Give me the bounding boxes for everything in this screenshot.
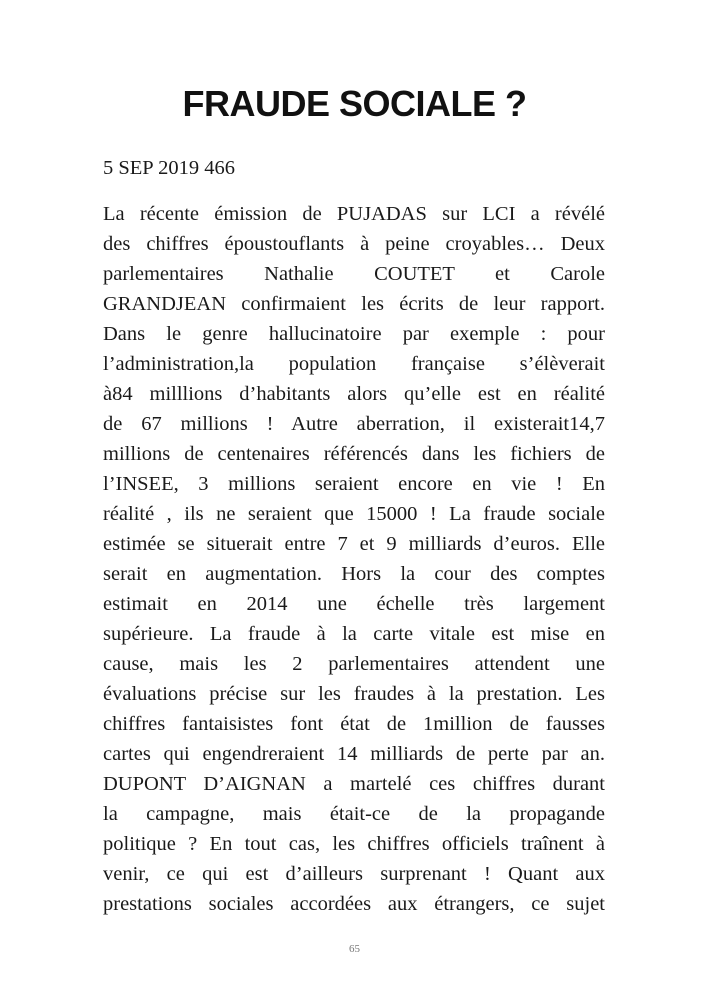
body-line: chiffres fantaisistes font état de 1million de fausses [103, 713, 605, 735]
page-number: 65 [349, 943, 360, 955]
body-line: GRANDJEAN confirmaient les écrits de leur rapport. [103, 293, 605, 315]
body-line: supérieure. La fraude à la carte vitale est mise en [103, 623, 605, 645]
body-line: des chiffres époustouflants à peine croyables… Deux [103, 233, 605, 255]
body-line: la campagne, mais était-ce de la propagande [103, 803, 605, 825]
body-line: DUPONT D’AIGNAN a martelé ces chiffres durant [103, 773, 605, 795]
article-byline: 5 SEP 2019 466 [103, 157, 235, 179]
page-title: FRAUDE SOCIALE ? [182, 83, 527, 124]
body-line: à84 milllions d’habitants alors qu’elle est en réalité [103, 383, 605, 405]
body-line: réalité , ils ne seraient que 15000 ! La fraude sociale [103, 503, 605, 525]
body-line: prestations sociales accordées aux étrangers, ce sujet [103, 893, 605, 915]
body-line: évaluations précise sur les fraudes à la prestation. Les [103, 683, 605, 705]
body-line: estimée se situerait entre 7 et 9 milliards d’euros. Elle [103, 533, 605, 555]
body-line: politique ? En tout cas, les chiffres officiels traînent à [103, 833, 605, 855]
body-line: serait en augmentation. Hors la cour des comptes [103, 563, 605, 585]
body-line: l’administration,la population française s’élèverait [103, 353, 605, 375]
body-line: millions de centenaires référencés dans les fichiers de [103, 443, 605, 465]
body-line: estimait en 2014 une échelle très largement [103, 593, 605, 615]
article-body [103, 199, 605, 919]
body-line: parlementaires Nathalie COUTET et Carole [103, 263, 605, 285]
body-line: cause, mais les 2 parlementaires attendent une [103, 653, 605, 675]
body-line: Dans le genre hallucinatoire par exemple : pour [103, 323, 605, 345]
body-line: cartes qui engendreraient 14 milliards de perte par an. [103, 743, 605, 765]
body-line: l’INSEE, 3 millions seraient encore en vie ! En [103, 473, 605, 495]
body-line: venir, ce qui est d’ailleurs surprenant ! Quant aux [103, 863, 605, 885]
body-line: de 67 millions ! Autre aberration, il existerait14,7 [103, 413, 605, 435]
body-line: La récente émission de PUJADAS sur LCI a révélé [103, 203, 605, 225]
